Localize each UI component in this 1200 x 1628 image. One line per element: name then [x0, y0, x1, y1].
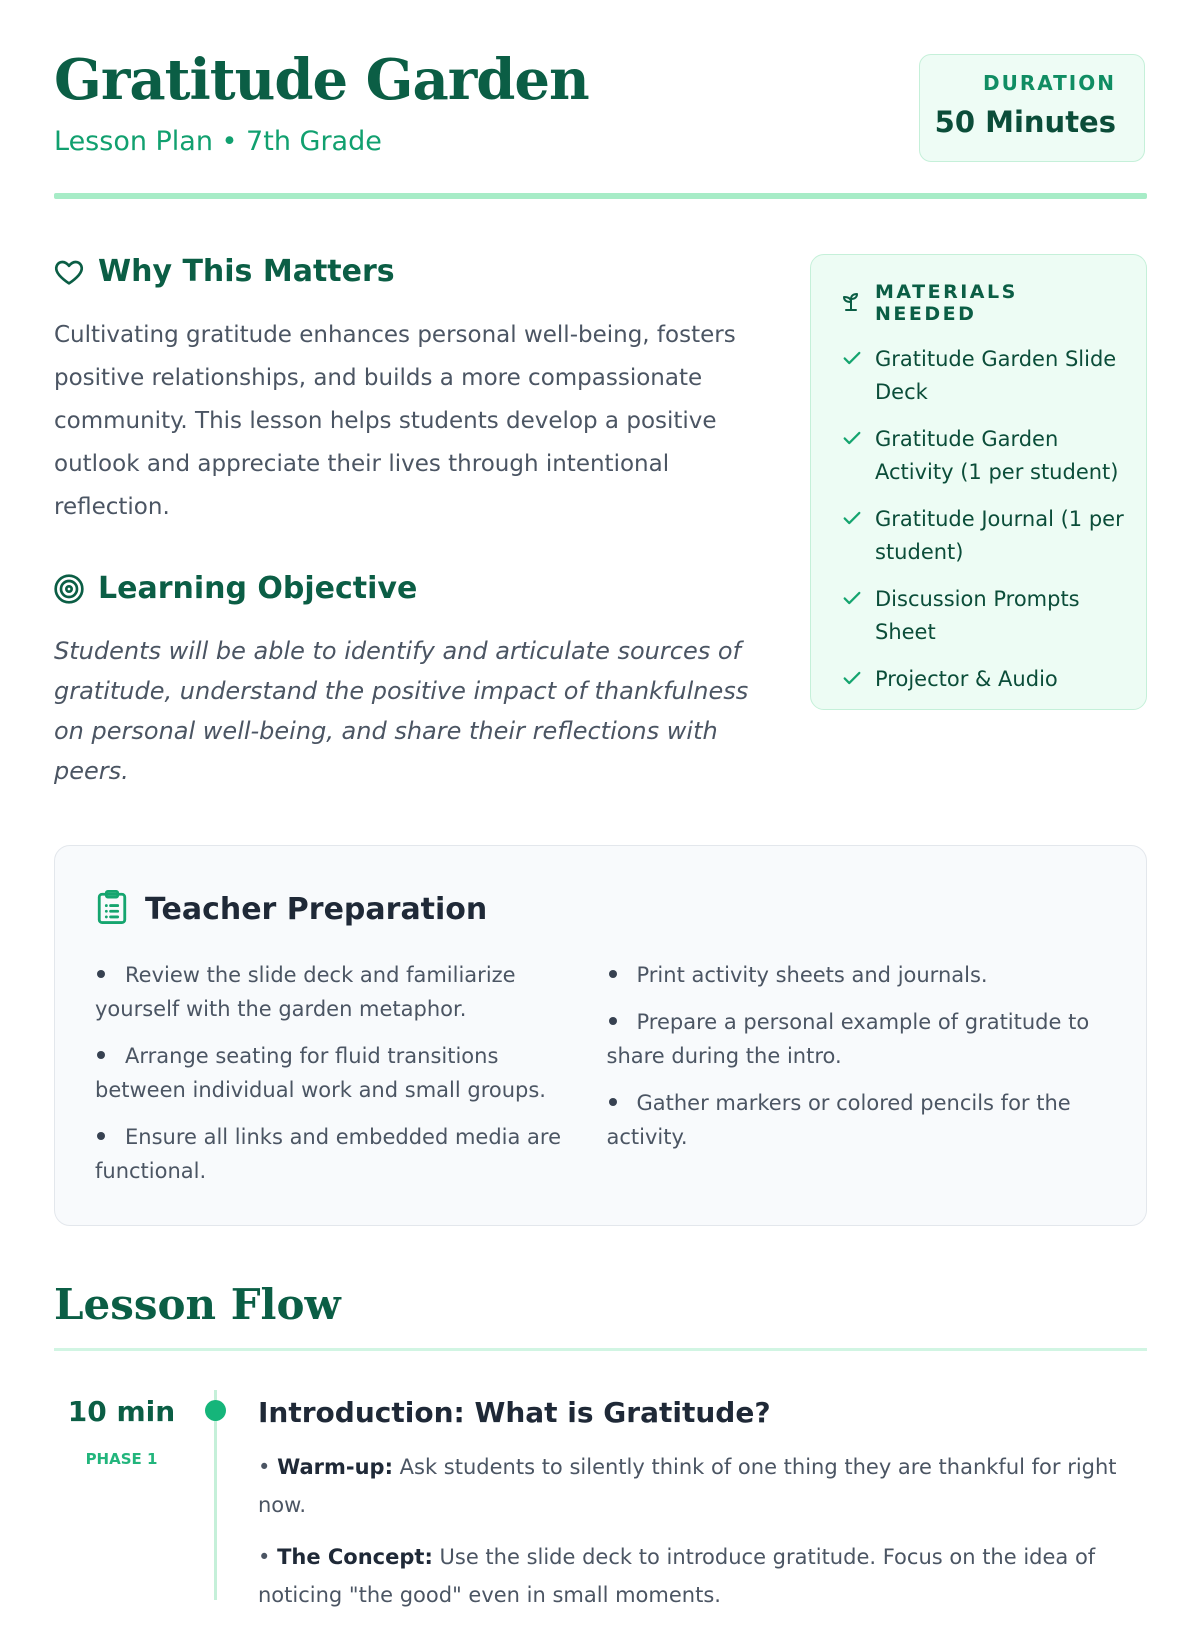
- duration-label: DURATION: [983, 71, 1116, 95]
- objective-heading: Learning Objective: [98, 571, 418, 606]
- phase-item-text: Use the slide deck to introduce gratitude. Focus on the idea of noticing "the good" even in small moments.: [258, 1545, 1096, 1607]
- bullet-icon: [609, 1017, 617, 1025]
- lesson-flow-divider: [54, 1348, 1147, 1351]
- phase-item-lead: Warm-up:: [277, 1455, 393, 1479]
- check-icon: [839, 587, 865, 609]
- timeline-line: [214, 1390, 217, 1600]
- objective-heading-row: [52, 571, 417, 606]
- prep-column-right: [607, 958, 1107, 1201]
- prep-heading: Teacher Preparation: [145, 891, 488, 927]
- prep-item-text: Gather markers or colored pencils for the activity.: [606, 1091, 1071, 1149]
- list-item: [839, 663, 1126, 696]
- check-icon: [839, 667, 865, 689]
- material-item-text: Gratitude Journal (1 per student): [875, 507, 1124, 564]
- heart-icon: [52, 255, 86, 289]
- page-subtitle: Lesson Plan • 7th Grade: [54, 126, 382, 157]
- material-item-text: Gratitude Garden Activity (1 per student): [875, 427, 1119, 484]
- list-item: [839, 423, 1126, 489]
- why-text: Cultivating gratitude enhances personal well-being, fosters positive relationships, and builds a more compassionate community. This lesson helps students develop a positive outlook and appreciate their lives through intentional reflection.: [54, 322, 736, 520]
- phase-items: [258, 1448, 1118, 1628]
- prep-columns: [95, 958, 1106, 1201]
- materials-heading-row: [839, 281, 1126, 325]
- material-item-text: Discussion Prompts Sheet: [875, 587, 1080, 644]
- prep-heading-row: [95, 888, 1106, 930]
- check-icon: [839, 427, 865, 449]
- page-title: Gratitude Garden: [54, 47, 589, 113]
- phase-item: • Warm-up: Ask students to silently think of one thing they are thankful for right now.: [258, 1455, 1117, 1517]
- list-item: [95, 1120, 595, 1188]
- objective-text: Students will be able to identify and articulate sources of gratitude, understand the positive impact of thankfulness on personal well-being, and share their reflections with peers.: [54, 637, 749, 785]
- phase-title: Introduction: What is Gratitude?: [258, 1396, 771, 1429]
- list-item: [607, 1086, 1107, 1154]
- material-item-text: Projector & Audio: [875, 667, 1058, 691]
- list-item: [839, 343, 1126, 409]
- clipboard-icon: [95, 888, 129, 930]
- list-item: [95, 958, 595, 1026]
- sprout-icon: [839, 289, 863, 317]
- prep-item-text: Arrange seating for fluid transitions between individual work and small groups.: [95, 1044, 546, 1102]
- materials-card: [810, 254, 1147, 710]
- phase-time: 10 min: [67, 1395, 176, 1428]
- prep-item-text: Ensure all links and embedded media are functional.: [95, 1125, 562, 1183]
- phase-item-text: Ask students to silently think of one thing they are thankful for right now.: [258, 1455, 1117, 1517]
- why-heading: Why This Matters: [98, 254, 395, 289]
- list-item: [839, 583, 1126, 649]
- target-icon: [52, 572, 86, 606]
- check-icon: [839, 347, 865, 369]
- bullet-icon: [97, 1132, 105, 1140]
- lesson-flow-heading: Lesson Flow: [54, 1280, 341, 1329]
- list-item: [607, 1005, 1107, 1073]
- phase-item: • The Concept: Use the slide deck to introduce gratitude. Focus on the idea of noticing "the good" even in small moments.: [258, 1545, 1096, 1607]
- prep-column-left: [95, 958, 595, 1201]
- why-heading-row: [52, 254, 395, 289]
- list-item: [607, 958, 1107, 992]
- materials-heading: MATERIALS NEEDED: [875, 281, 1018, 325]
- bullet-icon: [609, 1098, 617, 1106]
- phase-item-lead: The Concept:: [277, 1545, 433, 1569]
- duration-badge: [919, 54, 1145, 162]
- prep-item-text: Review the slide deck and familiarize yourself with the garden metaphor.: [95, 963, 516, 1021]
- prep-item-text: Prepare a personal example of gratitude to share during the intro.: [606, 1010, 1090, 1068]
- phase-label: PHASE 1: [85, 1450, 158, 1468]
- check-icon: [839, 507, 865, 529]
- material-item-text: Gratitude Garden Slide Deck: [875, 347, 1117, 404]
- list-item: [95, 1039, 595, 1107]
- materials-list: [839, 343, 1126, 696]
- bullet-icon: [97, 1051, 105, 1059]
- list-item: [839, 503, 1126, 569]
- bullet-icon: [97, 970, 105, 978]
- teacher-prep-card: [54, 845, 1147, 1226]
- bullet-icon: [609, 970, 617, 978]
- prep-item-text: Print activity sheets and journals.: [636, 963, 988, 987]
- timeline-dot: [205, 1400, 226, 1421]
- header-divider: [54, 193, 1147, 199]
- duration-value: 50 Minutes: [934, 105, 1116, 139]
